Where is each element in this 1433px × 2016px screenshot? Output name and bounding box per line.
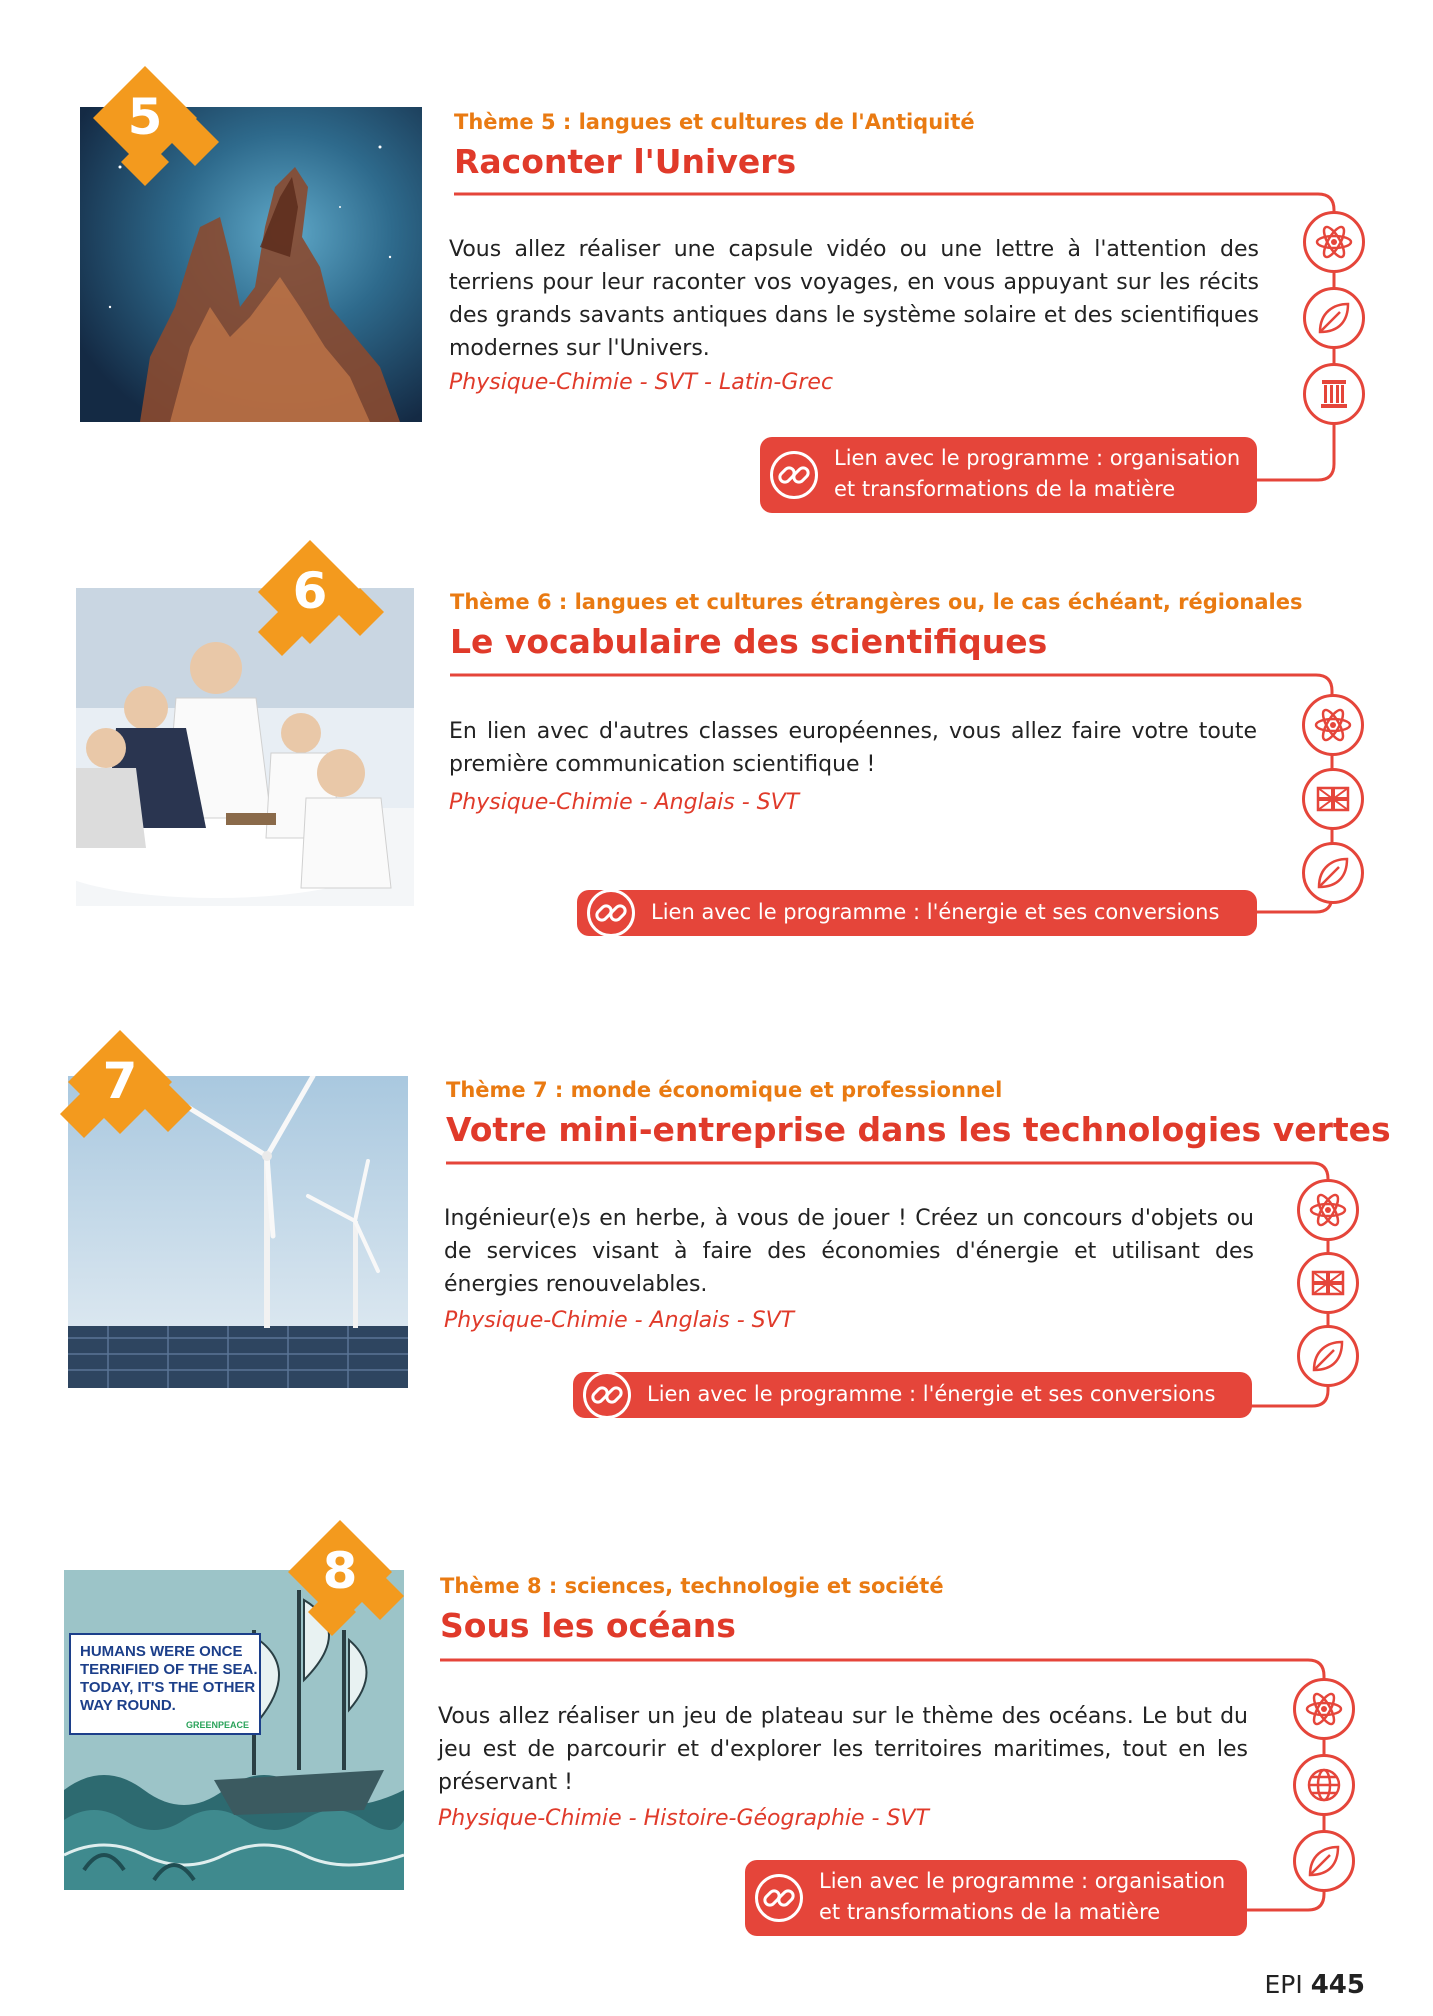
theme-section-6 (0, 560, 1433, 1000)
leaf-icon (1303, 287, 1365, 349)
leaf-icon (1293, 1830, 1355, 1892)
link-line-2: et transformations de la matière (819, 1900, 1161, 1924)
uk-flag-icon (1302, 768, 1364, 830)
theme-title: Votre mini-entreprise dans les technologies vertes (446, 1110, 1391, 1149)
theme-description: Vous allez réaliser une capsule vidéo ou une lettre à l'attention des terriens pour leur raconter vos voyages, en vous appuyant sur les récits des grands savants antiques dans le système solaire et des scientifiques modernes sur l'Univers. (449, 237, 1259, 361)
theme-label: Thème 6 : langues et cultures étrangères ou, le cas échéant, régionales (450, 590, 1303, 614)
theme-label: Thème 8 : sciences, technologie et société (440, 1574, 944, 1598)
theme-label: Thème 7 : monde économique et professionnel (446, 1078, 1003, 1102)
poster-line-3: TODAY, IT'S THE OTHER (80, 1679, 256, 1696)
poster-brand: GREENPEACE (186, 1720, 250, 1730)
footer-section-label: EPI (1264, 1970, 1303, 1999)
programme-link-banner (577, 890, 1257, 936)
atom-icon (1303, 211, 1365, 273)
badge-number: 5 (127, 88, 163, 146)
theme-section-8 (0, 1530, 1433, 1970)
theme-section-7 (0, 1042, 1433, 1482)
chain-link-icon (587, 889, 635, 937)
chain-link-icon (755, 1874, 803, 1922)
theme-title: Le vocabulaire des scientifiques (450, 622, 1048, 661)
number-badge-5 (93, 66, 228, 186)
leaf-icon (1302, 842, 1364, 904)
programme-link-banner (573, 1372, 1252, 1418)
atom-icon (1293, 1678, 1355, 1740)
poster-line-2: TERRIFIED OF THE SEA. (80, 1661, 258, 1678)
number-badge-6 (258, 540, 393, 660)
poster-line-4: WAY ROUND. (80, 1697, 176, 1714)
theme-description: En lien avec d'autres classes européennes, vous allez faire votre toute première communication scientifique ! (449, 719, 1257, 777)
subjects-list: Physique-Chimie - Anglais - SVT (449, 790, 800, 815)
chain-link-icon (770, 451, 818, 499)
page-number: 445 (1310, 1970, 1365, 2000)
page-footer (1265, 1970, 1365, 2000)
programme-link-banner (745, 1860, 1247, 1936)
atom-icon (1302, 694, 1364, 756)
number-badge-7 (58, 1030, 198, 1150)
globe-icon (1293, 1754, 1355, 1816)
subjects-list: Physique-Chimie - Histoire-Géographie - SVT (438, 1806, 929, 1831)
atom-icon (1297, 1179, 1359, 1241)
badge-number: 6 (292, 562, 328, 620)
theme-title: Raconter l'Univers (454, 142, 797, 181)
uk-flag-icon (1297, 1252, 1359, 1314)
poster-line-1: HUMANS WERE ONCE (80, 1643, 243, 1660)
number-badge-8 (288, 1520, 423, 1650)
link-line-1: Lien avec le programme : organisation (834, 446, 1241, 470)
theme-section-5 (0, 80, 1433, 520)
link-line-1: Lien avec le programme : l'énergie et ses conversions (651, 900, 1220, 924)
badge-number: 8 (322, 1542, 358, 1600)
link-line-2: et transformations de la matière (834, 477, 1176, 501)
link-line-1: Lien avec le programme : l'énergie et ses conversions (647, 1382, 1216, 1406)
theme-label: Thème 5 : langues et cultures de l'Antiquité (454, 110, 975, 134)
chain-link-icon (583, 1371, 631, 1419)
programme-link-banner (760, 437, 1257, 513)
subjects-list: Physique-Chimie - Anglais - SVT (444, 1308, 795, 1333)
theme-description: Vous allez réaliser un jeu de plateau sur le thème des océans. Le but du jeu est de parcourir et d'explorer les territoires maritimes, tout en les préservant ! (438, 1704, 1248, 1795)
badge-number: 7 (102, 1052, 138, 1110)
theme-description: Ingénieur(e)s en herbe, à vous de jouer ! Créez un concours d'objets ou de services visant à faire des économies d'énergie et utilisant des énergies renouvelables. (444, 1206, 1254, 1297)
leaf-icon (1297, 1325, 1359, 1387)
column-icon (1303, 363, 1365, 425)
subjects-list: Physique-Chimie - SVT - Latin-Grec (449, 370, 834, 395)
theme-title: Sous les océans (440, 1606, 736, 1645)
link-line-1: Lien avec le programme : organisation (819, 1869, 1226, 1893)
